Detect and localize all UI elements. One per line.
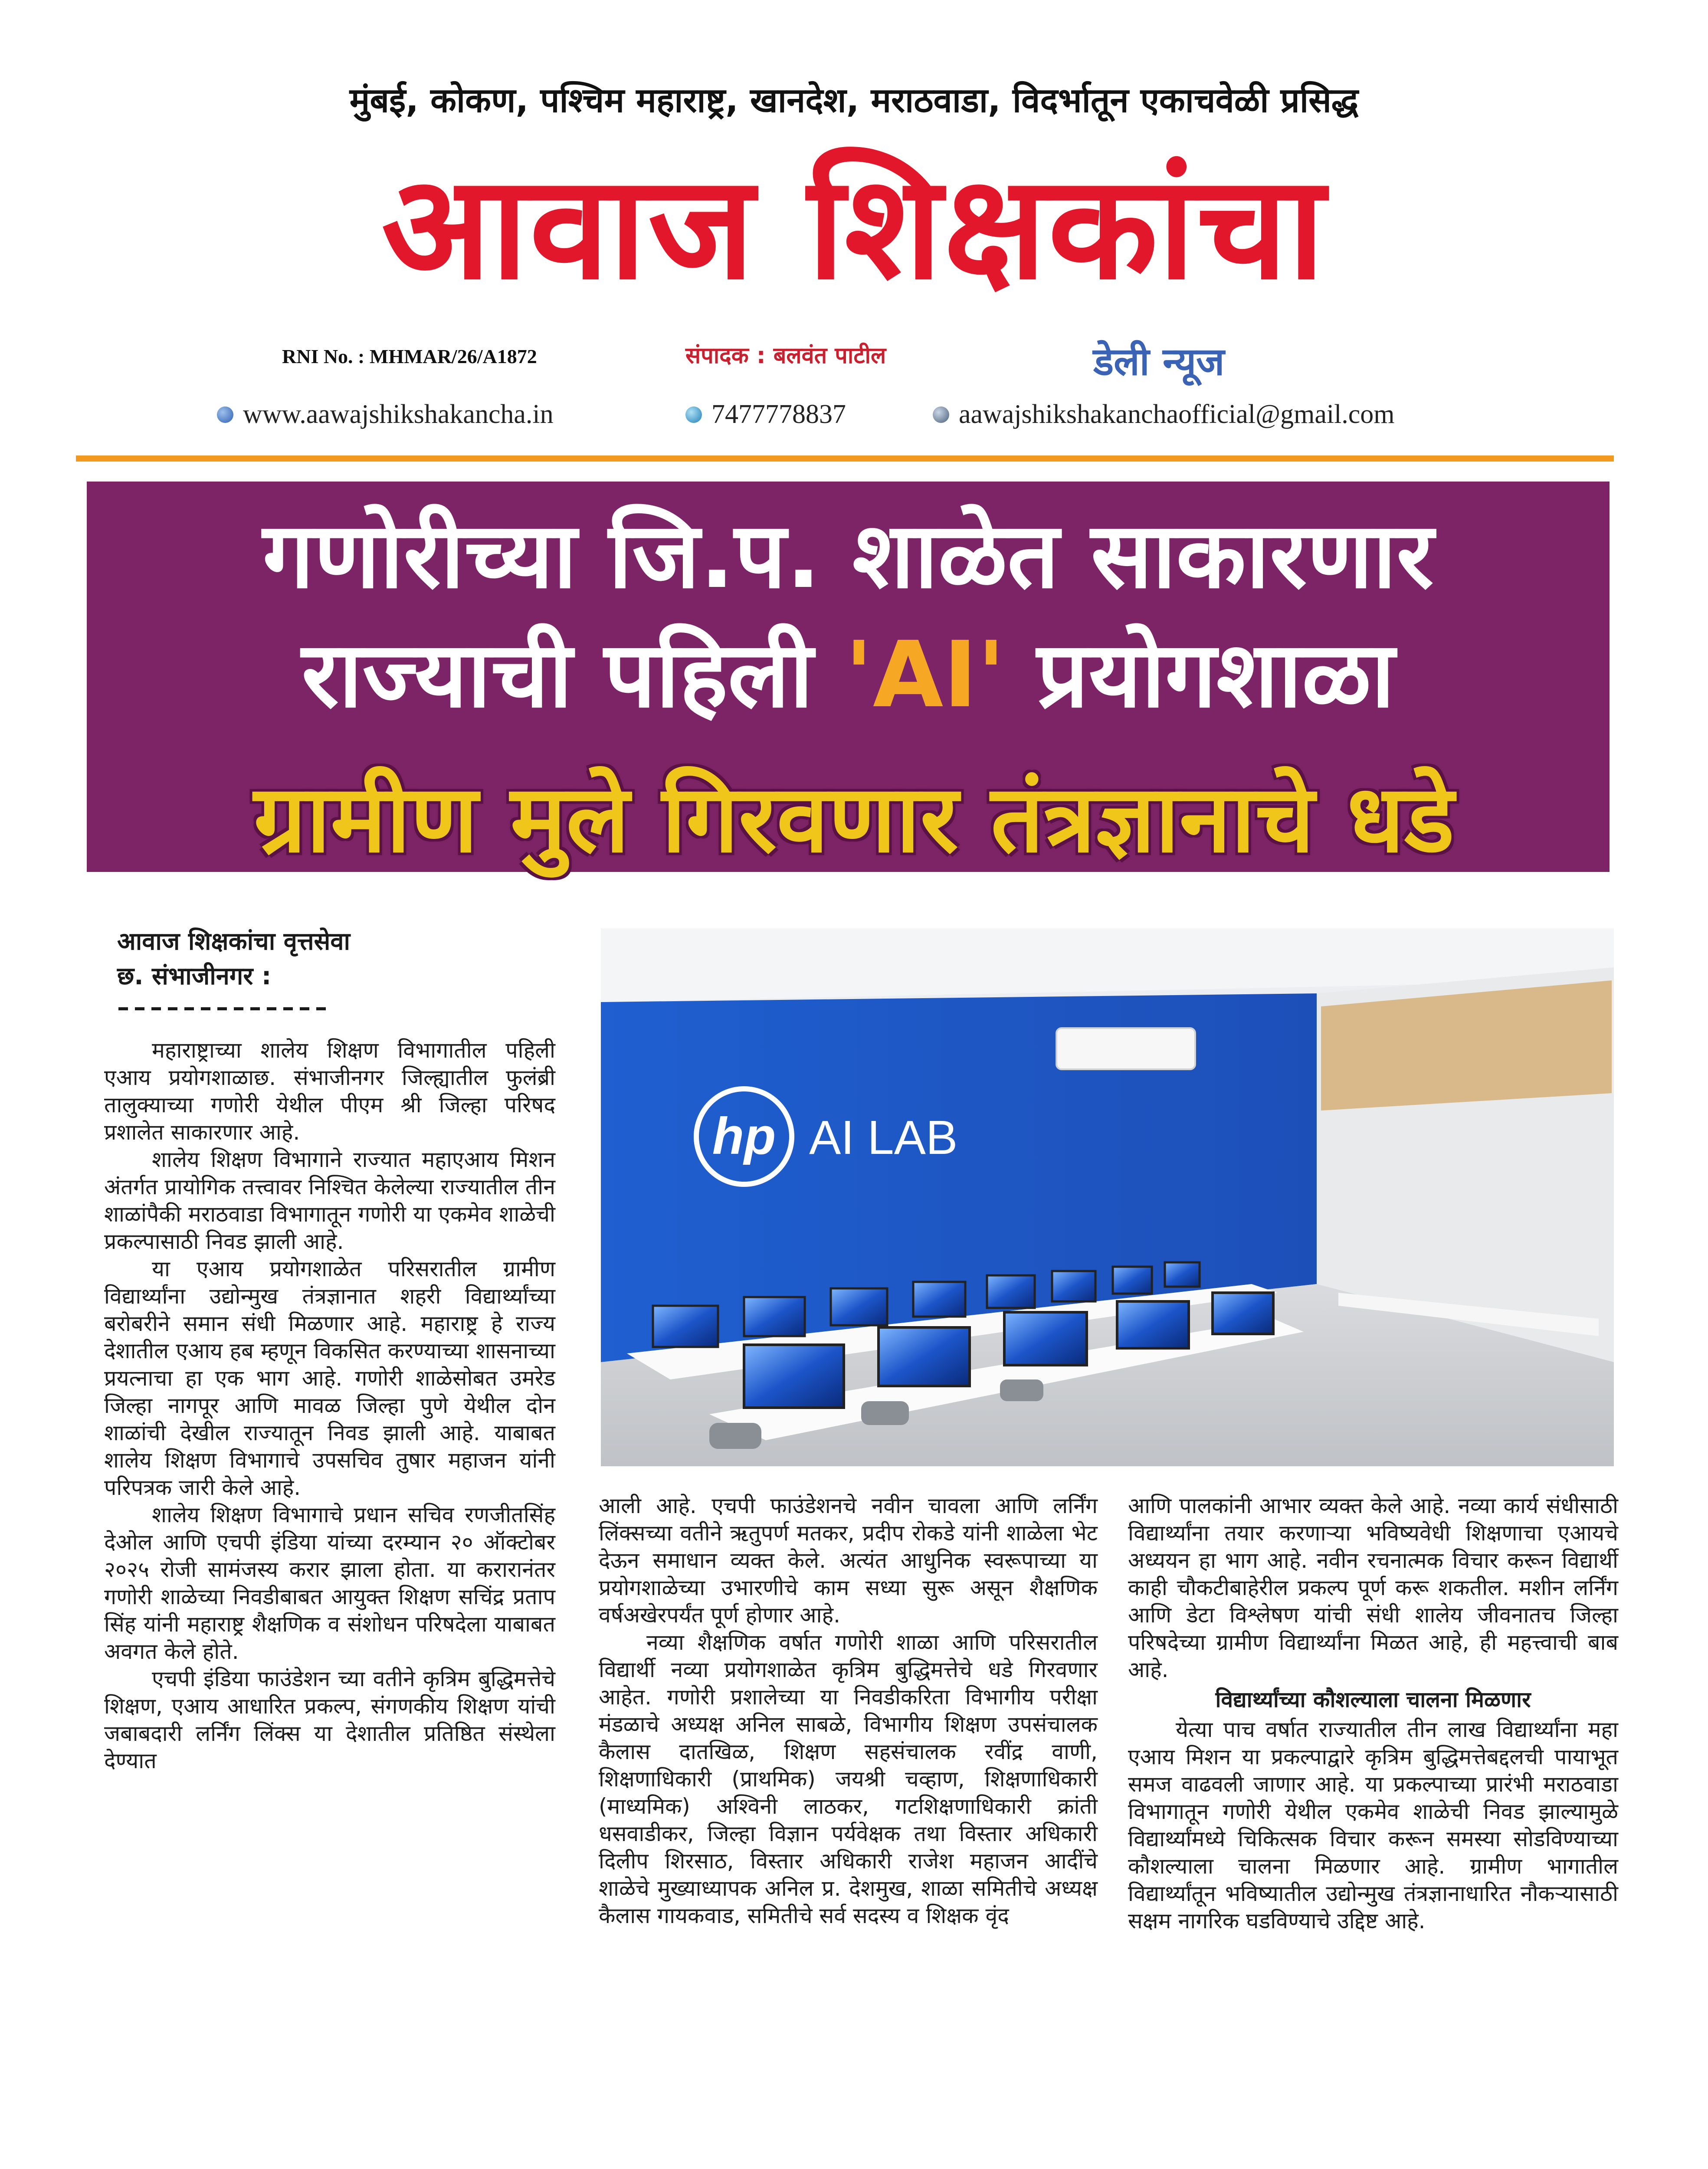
ai-lab-photo <box>601 928 1614 1466</box>
website-contact[interactable] <box>217 399 554 430</box>
editor-line: संपादक : बलवंत पाटील <box>685 343 886 369</box>
article-column-3 <box>1128 1492 1618 1935</box>
rni-number: RNI No. : MHMAR/26/A1872 <box>282 345 537 367</box>
column-subheading: विद्यार्थ्यांच्या कौशल्याला चालना मिळणार <box>1215 1687 1531 1712</box>
paragraph: नव्या शैक्षणिक वर्षात गणोरी शाळा आणि परिसरातील विद्यार्थी नव्या प्रयोगशाळेत कृत्रिम बुद्धिमत्तेचे धडे गिरवणार आहेत. गणोरी प्रशालेच्या या निवडीकरिता विभागीय परीक्षा मंडळाचे अध्यक्ष अनिल साबळे, विभागीय शिक्षण उपसंचालक कैलास दातखिळ, शिक्षण सहसंचालक रवींद्र वाणी, शिक्षणाधिकारी (प्राथमिक) जयश्री चव्हाण, शिक्षणाधिकारी (माध्यमिक) अश्विनी लाठकर, गटशिक्षणाधिकारी क्रांती धसवाडीकर, जिल्हा विज्ञान पर्यवेक्षक तथा विस्तार अधिकारी दिलीप शिरसाठ, विस्तार अधिकारी राजेश महाजन आदींचे शाळेचे मुख्याध्यापक अनिल प्र. देशमुख, शाळा समितीचे अध्यक्ष कैलास गायकवाड, समितीचे सर्व सदस्य व शिक्षक वृंद <box>599 1630 1098 1928</box>
headline-ai-highlight: 'AI' <box>845 622 1005 728</box>
article-column-1 <box>104 1037 555 1775</box>
headline-line-2 <box>87 622 1610 728</box>
email-icon <box>933 406 949 423</box>
website-text: www.aawajshikshakancha.in <box>243 400 554 429</box>
phone-contact[interactable] <box>685 399 846 430</box>
email-contact[interactable] <box>933 399 1395 430</box>
paragraph: आली आहे. एचपी फाउंडेशनचे नवीन चावला आणि लर्निंग लिंक्सच्या वतीने ऋतुपर्ण मतकर, प्रदीप रोकडे यांनी शाळेला भेट देऊन समाधान व्यक्त केले. अत्यंत आधुनिक स्वरूपाच्या या प्रयोगशाळेच्या उभारणीचे काम सध्या सुरू असून शैक्षणिक वर्षअखेरपर्यंत पूर्ण होणार आहे. <box>599 1493 1098 1628</box>
globe-icon <box>217 406 233 423</box>
email-text: aawajshikshakanchaofficial@gmail.com <box>959 400 1395 429</box>
paragraph: येत्या पाच वर्षात राज्यातील तीन लाख विद्यार्थ्यांना महा एआय मिशन या प्रकल्पाद्वारे कृत्रिम बुद्धिमत्तेबद्दलची पायाभूत समज वाढवली जाणार आहे. या प्रकल्पाच्या प्रारंभी मराठवाडा विभागातून गणोरी येथील एकमेव शाळेची निवड झाल्यामुळे विद्यार्थ्यांमध्ये चिकित्सक विचार करून समस्या सोडविण्याच्या कौशल्याला चालना मिळणार आहे. ग्रामीण भागातील विद्यार्थ्यांतून भविष्यातील उद्योन्मुख तंत्रज्ञानाधारित नौकऱ्यासाठी सक्षम नागरिक घडविण्याचे उद्दिष्ट आहे. <box>1128 1717 1618 1933</box>
hp-logo-text: hp <box>712 1107 776 1165</box>
paragraph: एचपी इंडिया फाउंडेशन च्या वतीने कृत्रिम बुद्धिमत्तेचे शिक्षण, एआय आधारित प्रकल्प, संगणकीय शिक्षण यांची जबाबदारी लर्निंग लिंक्स या देशातील प्रतिष्ठित संस्थेला देण्यात <box>104 1666 555 1773</box>
article-column-2 <box>599 1492 1098 1930</box>
edition-label: डेली न्यूज <box>1093 339 1225 384</box>
masthead-tagline: मुंबई, कोकण, पश्चिम महाराष्ट्र, खानदेश, मराठवाडा, विदर्भातून एकाचवेळी प्रसिद्ध <box>349 81 1359 120</box>
orange-divider <box>76 455 1614 462</box>
paragraph: शालेय शिक्षण विभागाने राज्यात महाएआय मिशन अंतर्गत प्रायोगिक तत्त्वावर निश्चित केलेल्या राज्यातील तीन शाळांपैकी मराठवाडा विभागातून गणोरी या एकमेव शाळेची प्रकल्पासाठी निवड झाली आहे. <box>104 1147 555 1254</box>
byline-agency: आवाज शिक्षकांचा वृत्तसेवा <box>117 927 351 956</box>
sub-headline: ग्रामीण मुले गिरवणार तंत्रज्ञानाचे धडे <box>253 764 1455 873</box>
byline-divider: ––––––––––––– <box>117 993 331 1022</box>
headline-line-2-start: राज्याची पहिली <box>302 622 845 728</box>
ai-lab-text: AI LAB <box>809 1111 958 1164</box>
paragraph: आणि पालकांनी आभार व्यक्त केले आहे. नव्या कार्य संधीसाठी विद्यार्थ्यांना तयार करणाऱ्या भविष्यवेधी शिक्षणाचा एआयचे अध्ययन हा भाग आहे. नवीन रचनात्मक विचार करून विद्यार्थी काही चौकटीबाहेरील प्रकल्प पूर्ण करू शकतील. मशीन लर्निंग आणि डेटा विश्लेषण यांची संधी शालेय जीवनातच जिल्हा परिषदेच्या ग्रामीण विद्यार्थ्यांना मिळत आहे, ही महत्त्वाची बाब आहे. <box>1128 1493 1618 1682</box>
phone-icon <box>685 406 702 423</box>
headline-line-2-end: प्रयोगशाळा <box>1005 622 1395 728</box>
headline-line-1: गणोरीच्या जि.प. शाळेत साकारणार <box>262 502 1434 609</box>
paragraph: शालेय शिक्षण विभागाचे प्रधान सचिव रणजीतसिंह देओल आणि एचपी इंडिया यांच्या दरम्यान २० ऑक्टोबर २०२५ रोजी सामंजस्य करार झाला होता. या करारानंतर गणोरी शाळेच्या निवडीबाबत आयुक्त शिक्षण सचिंद्र प्रताप सिंह यांनी महाराष्ट्र शैक्षणिक व संशोधन परिषदेला याबाबत अवगत केले होते. <box>104 1502 555 1664</box>
paragraph: महाराष्ट्राच्या शालेय शिक्षण विभागातील पहिली एआय प्रयोगशाळाछ. संभाजीनगर जिल्ह्यातील फुलंब्री तालुक्याच्या गणोरी येथील पीएम श्री जिल्हा परिषद प्रशालेत साकारणार आहे. <box>104 1038 555 1145</box>
newspaper-title: आवाज शिक्षकांचा <box>381 144 1327 311</box>
phone-text: 7477778837 <box>711 400 846 429</box>
byline-place: छ. संभाजीनगर : <box>117 962 272 990</box>
paragraph: या एआय प्रयोगशाळेत परिसरातील ग्रामीण विद्यार्थ्यांना उद्योन्मुख तंत्रज्ञानात शहरी विद्यार्थ्यांच्या बरोबरीने समान संधी मिळणार आहे. महाराष्ट्र हे राज्य देशातील एआय हब म्हणून विकसित करण्याच्या शासनाच्या प्रयत्नाचा हा एक भाग आहे. गणोरी शाळेसोबत उमरेड जिल्हा नागपूर आणि मावळ जिल्हा पुणे येथील दोन शाळांची देखील राज्यातून निवड झाली आहे. याबाबत शालेय शिक्षण विभागाचे उपसचिव तुषार महाजन यांनी परिपत्रक जारी केले आहे. <box>104 1256 555 1500</box>
